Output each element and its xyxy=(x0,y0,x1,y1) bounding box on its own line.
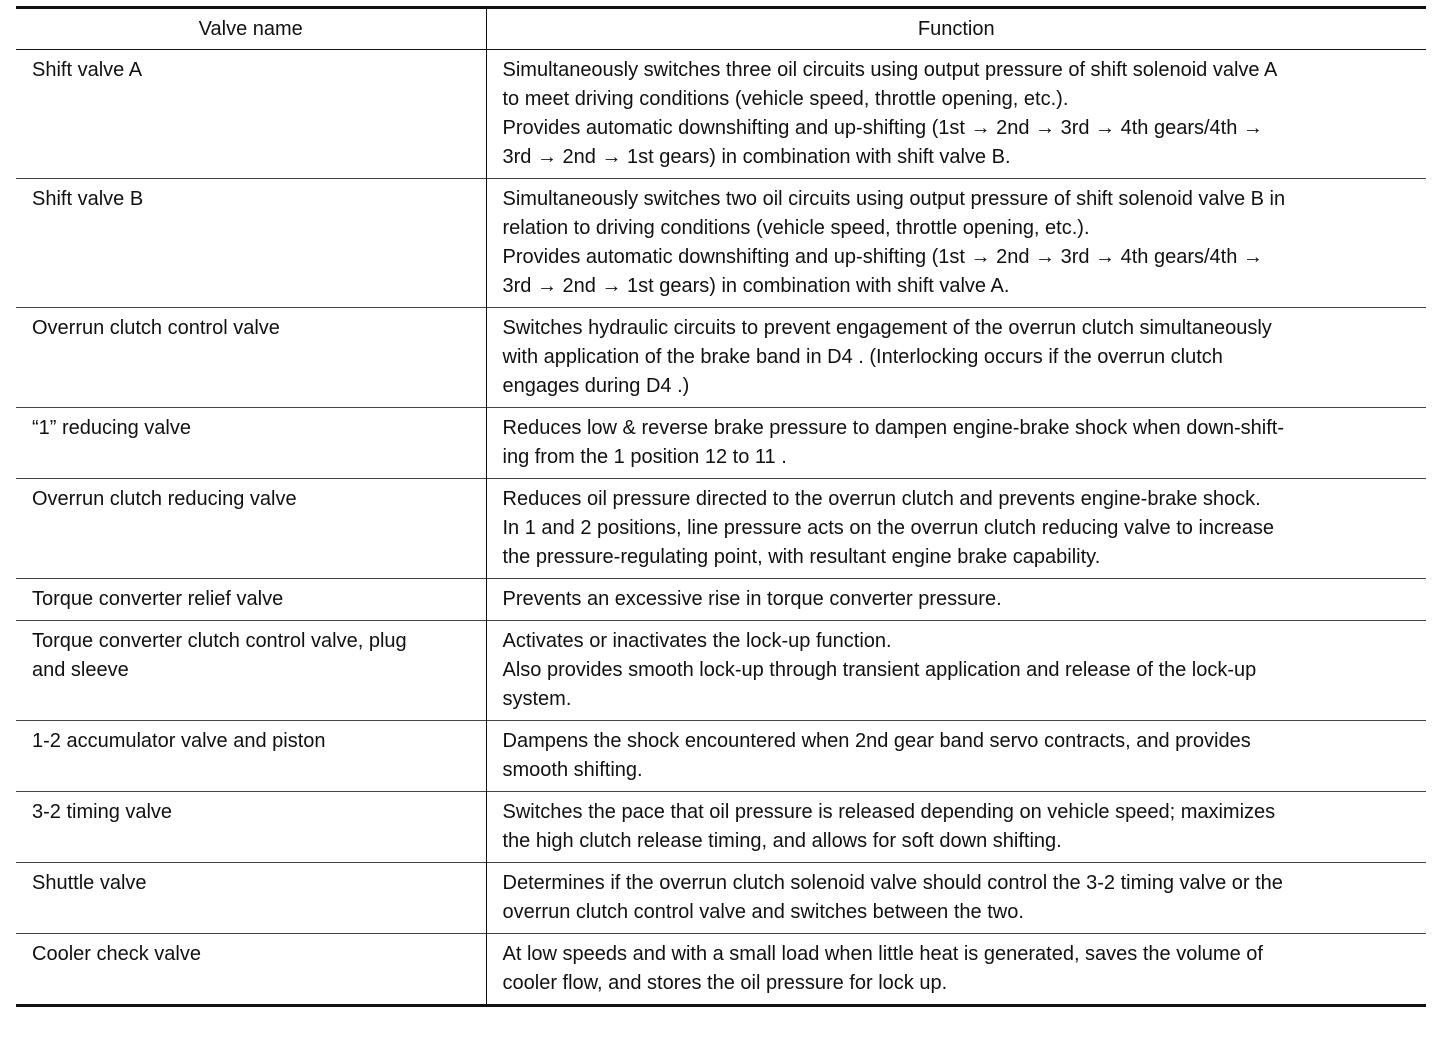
function-line: cooler flow, and stores the oil pressure for lock up. xyxy=(502,972,948,994)
table-row xyxy=(16,50,1426,179)
function-line: Switches the pace that oil pressure is released depending on vehicle speed; maximizes xyxy=(502,801,1276,823)
valve-name-cell: Overrun clutch control valve xyxy=(16,308,486,408)
function-cell xyxy=(486,792,1426,863)
valve-function-table xyxy=(16,6,1426,1007)
function-cell xyxy=(486,308,1426,408)
header-function: Function xyxy=(486,8,1426,50)
valve-name-cell: Shuttle valve xyxy=(16,863,486,934)
function-line: with application of the brake band in D4 . (Interlocking occurs if the overrun clutch xyxy=(502,346,1223,368)
function-line: Reduces oil pressure directed to the overrun clutch and prevents engine-brake shock. xyxy=(502,488,1261,510)
table-row xyxy=(16,479,1426,579)
function-cell xyxy=(486,50,1426,179)
valve-name-cell: Cooler check valve xyxy=(16,934,486,1006)
function-line: relation to driving conditions (vehicle speed, throttle opening, etc.). xyxy=(502,217,1090,239)
valve-name-cell: 3-2 timing valve xyxy=(16,792,486,863)
table-row xyxy=(16,721,1426,792)
valve-name-cell: Overrun clutch reducing valve xyxy=(16,479,486,579)
function-cell xyxy=(486,721,1426,792)
table-row xyxy=(16,863,1426,934)
table-row xyxy=(16,308,1426,408)
function-line: to meet driving conditions (vehicle speed, throttle opening, etc.). xyxy=(502,88,1069,110)
function-cell xyxy=(486,479,1426,579)
function-cell xyxy=(486,863,1426,934)
function-line: In 1 and 2 positions, line pressure acts on the overrun clutch reducing valve to increase xyxy=(502,517,1275,539)
table-row xyxy=(16,621,1426,721)
function-line: 3rd → 2nd → 1st gears) in combination with shift valve B. xyxy=(502,146,1011,168)
valve-name-line: and sleeve xyxy=(32,659,129,681)
table-row xyxy=(16,934,1426,1006)
function-line: the high clutch release timing, and allows for soft down shifting. xyxy=(502,830,1062,852)
function-line: Prevents an excessive rise in torque converter pressure. xyxy=(502,588,1002,610)
function-line: system. xyxy=(502,688,572,710)
function-line: smooth shifting. xyxy=(502,759,643,781)
function-cell xyxy=(486,179,1426,308)
function-line: Dampens the shock encountered when 2nd gear band servo contracts, and provides xyxy=(502,730,1251,752)
function-line: Activates or inactivates the lock-up function. xyxy=(502,630,892,652)
valve-name-cell: 1-2 accumulator valve and piston xyxy=(16,721,486,792)
function-line: At low speeds and with a small load when little heat is generated, saves the volume of xyxy=(502,943,1263,965)
table-row xyxy=(16,179,1426,308)
function-line: Simultaneously switches two oil circuits using output pressure of shift solenoid valve B in xyxy=(502,188,1286,210)
function-line: Also provides smooth lock-up through transient application and release of the lock-up xyxy=(502,659,1257,681)
function-line: overrun clutch control valve and switches between the two. xyxy=(502,901,1024,923)
function-line: the pressure-regulating point, with resultant engine brake capability. xyxy=(502,546,1101,568)
table-row xyxy=(16,579,1426,621)
valve-name-cell: Torque converter relief valve xyxy=(16,579,486,621)
valve-name-cell: “1” reducing valve xyxy=(16,408,486,479)
function-cell xyxy=(486,934,1426,1006)
function-line: Reduces low & reverse brake pressure to dampen engine-brake shock when down-shift- xyxy=(502,417,1285,439)
function-line: ing from the 1 position 12 to 11 . xyxy=(502,446,787,468)
valve-name-cell: Shift valve A xyxy=(32,59,143,81)
table-header-row xyxy=(16,8,1426,50)
function-line: Switches hydraulic circuits to prevent engagement of the overrun clutch simultaneously xyxy=(502,317,1272,339)
function-line: Simultaneously switches three oil circuits using output pressure of shift solenoid valve A xyxy=(502,59,1278,81)
function-cell xyxy=(486,579,1426,621)
function-cell xyxy=(486,621,1426,721)
table-row xyxy=(16,792,1426,863)
table-row xyxy=(16,408,1426,479)
function-line: Provides automatic downshifting and up-shifting (1st → 2nd → 3rd → 4th gears/4th → xyxy=(502,117,1263,139)
valve-name-cell xyxy=(16,621,486,721)
valve-name-cell: Shift valve B xyxy=(16,179,486,308)
header-valve-name: Valve name xyxy=(16,8,486,50)
function-line: 3rd → 2nd → 1st gears) in combination with shift valve A. xyxy=(502,275,1010,297)
function-line: Determines if the overrun clutch solenoid valve should control the 3-2 timing valve or the xyxy=(502,872,1283,894)
function-line: engages during D4 .) xyxy=(502,375,690,397)
function-cell xyxy=(486,408,1426,479)
function-line: Provides automatic downshifting and up-shifting (1st → 2nd → 3rd → 4th gears/4th → xyxy=(502,246,1263,268)
valve-name-line: Torque converter clutch control valve, plug xyxy=(32,630,407,652)
